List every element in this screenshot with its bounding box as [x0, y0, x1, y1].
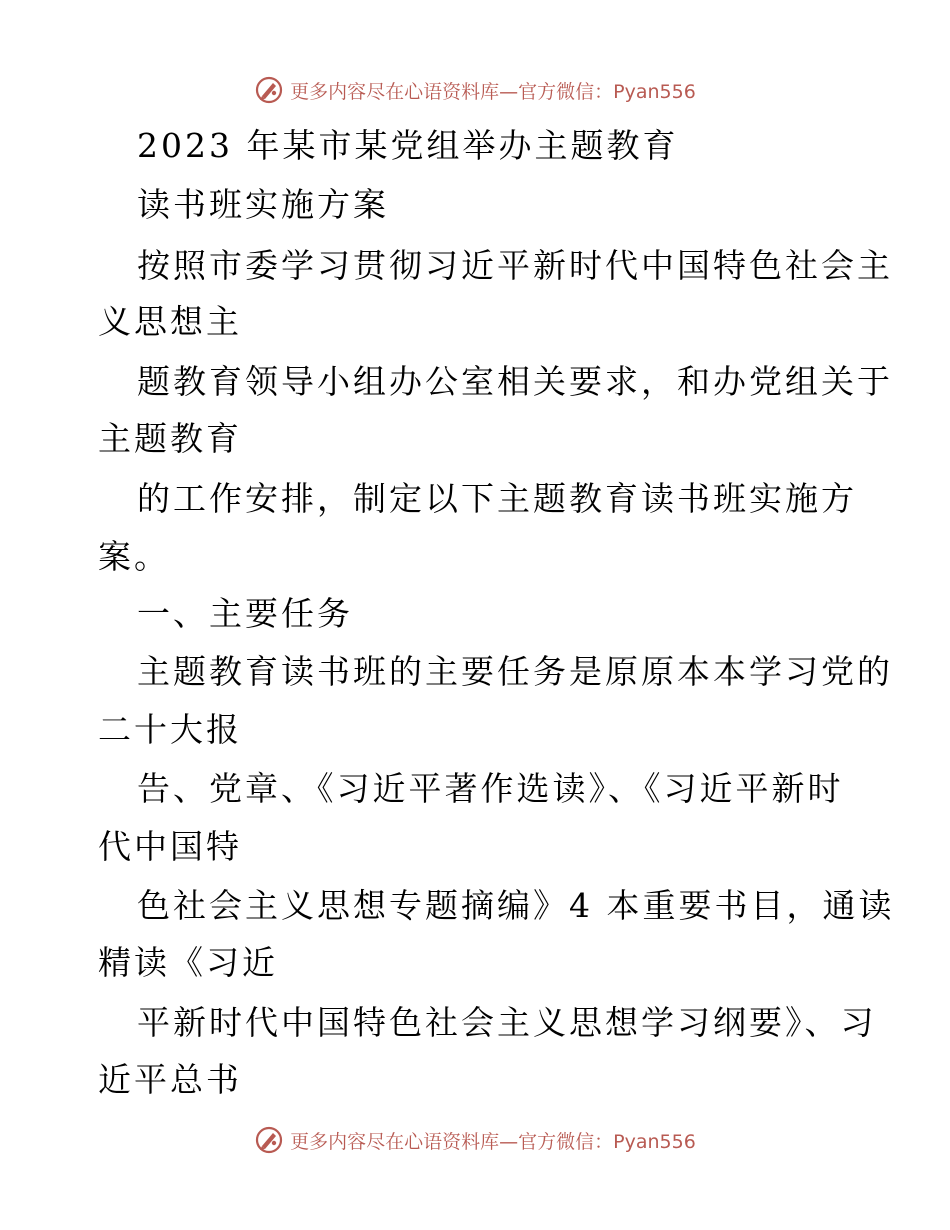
pen-logo-icon: [254, 75, 284, 105]
paragraph-line: 代中国特: [98, 827, 242, 866]
paragraph-line: 色社会主义思想专题摘编》4 本重要书目，通读: [137, 886, 895, 925]
paragraph-line: 近平总书: [98, 1060, 242, 1099]
paragraph-line: 主题教育: [98, 419, 242, 458]
paragraph-line: 义思想主: [98, 302, 242, 341]
doc-title-line-1: 2023 年某市某党组举办主题教育: [137, 126, 679, 165]
paragraph-line: 按照市委学习贯彻习近平新时代中国特色社会主: [137, 246, 893, 285]
paragraph-line: 主题教育读书班的主要任务是原原本本学习党的: [137, 652, 893, 691]
doc-title-line-2: 读书班实施方案: [137, 185, 389, 224]
paragraph-line: 二十大报: [98, 710, 242, 749]
paragraph-line: 题教育领导小组办公室相关要求，和办党组关于: [137, 362, 893, 401]
paragraph-line: 告、党章、《习近平著作选读》、《习近平新时: [137, 769, 844, 808]
footer-watermark: [0, 1120, 950, 1160]
section-heading: 一、主要任务: [137, 594, 353, 633]
watermark-text: 更多内容尽在心语资料库—官方微信：Pyan556: [290, 1130, 696, 1153]
paragraph-line: 的工作安排，制定以下主题教育读书班实施方: [137, 479, 857, 518]
paragraph-line: 案。: [98, 537, 170, 576]
paragraph-line: 精读《习近: [98, 943, 278, 982]
watermark-text: 更多内容尽在心语资料库—官方微信：Pyan556: [290, 80, 696, 103]
pen-logo-icon: [254, 1125, 284, 1155]
paragraph-line: 平新时代中国特色社会主义思想学习纲要》、习: [137, 1003, 877, 1042]
header-watermark: [0, 70, 950, 110]
